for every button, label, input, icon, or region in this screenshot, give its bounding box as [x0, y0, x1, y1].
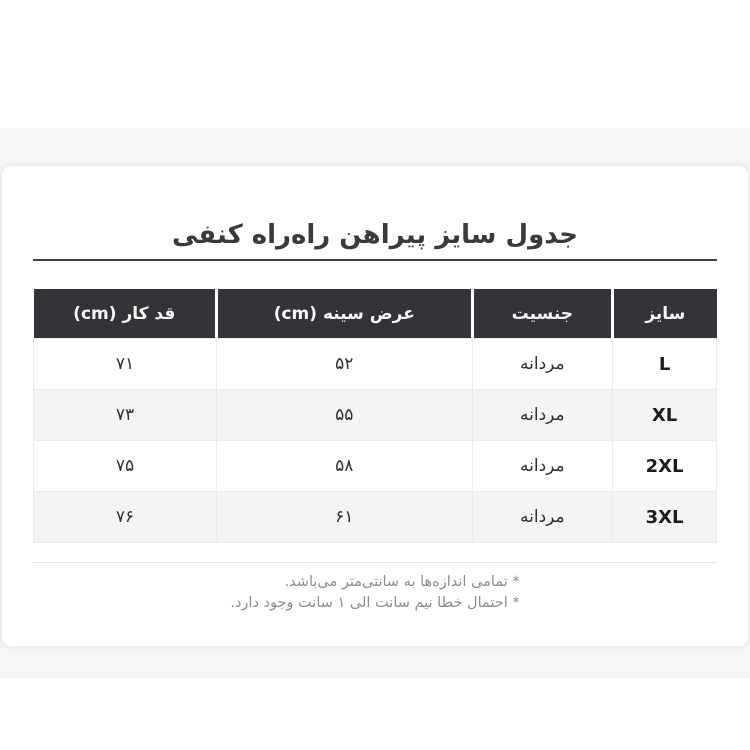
size-cell: L [613, 339, 717, 390]
table-row [34, 492, 717, 543]
column-header-length: قد کار (cm) [34, 289, 217, 339]
footnote-line: * تمامی اندازه‌ها به سانتی‌متر می‌باشد. [284, 574, 520, 590]
size-table [33, 289, 717, 543]
table-row [34, 441, 717, 492]
work-length-cell: ۷۶ [34, 492, 217, 543]
title-divider [33, 259, 717, 261]
footnote-line: * احتمال خطا نیم سانت الی ۱ سانت وجود دارد. [230, 595, 520, 611]
table-row [34, 390, 717, 441]
gender-cell: مردانه [472, 339, 613, 390]
footnotes-block [230, 572, 519, 614]
size-chart-card [2, 166, 748, 646]
header-row [34, 289, 717, 339]
size-cell: XL [613, 390, 717, 441]
work-length-cell: ۷۵ [34, 441, 217, 492]
chest-width-cell: ۶۱ [217, 492, 472, 543]
table-row [34, 339, 717, 390]
chest-width-cell: ۵۲ [217, 339, 472, 390]
work-length-cell: ۷۱ [34, 339, 217, 390]
size-chart-title: جدول سایز پیراهن راه‌راه کنفی [171, 220, 579, 250]
work-length-cell: ۷۳ [34, 390, 217, 441]
size-cell: 2XL [613, 441, 717, 492]
size-table-body [34, 339, 717, 543]
gender-cell: مردانه [472, 492, 613, 543]
size-cell: 3XL [613, 492, 717, 543]
gender-cell: مردانه [472, 441, 613, 492]
size-table-header [34, 289, 717, 339]
footnote-divider [33, 562, 717, 563]
column-header-gender: جنسیت [472, 289, 613, 339]
footnotes [33, 572, 717, 614]
column-header-size: سایز [613, 289, 717, 339]
gender-cell: مردانه [472, 390, 613, 441]
column-header-chest: عرض سینه (cm) [217, 289, 472, 339]
chest-width-cell: ۵۵ [217, 390, 472, 441]
chest-width-cell: ۵۸ [217, 441, 472, 492]
size-chart-content [2, 216, 748, 614]
